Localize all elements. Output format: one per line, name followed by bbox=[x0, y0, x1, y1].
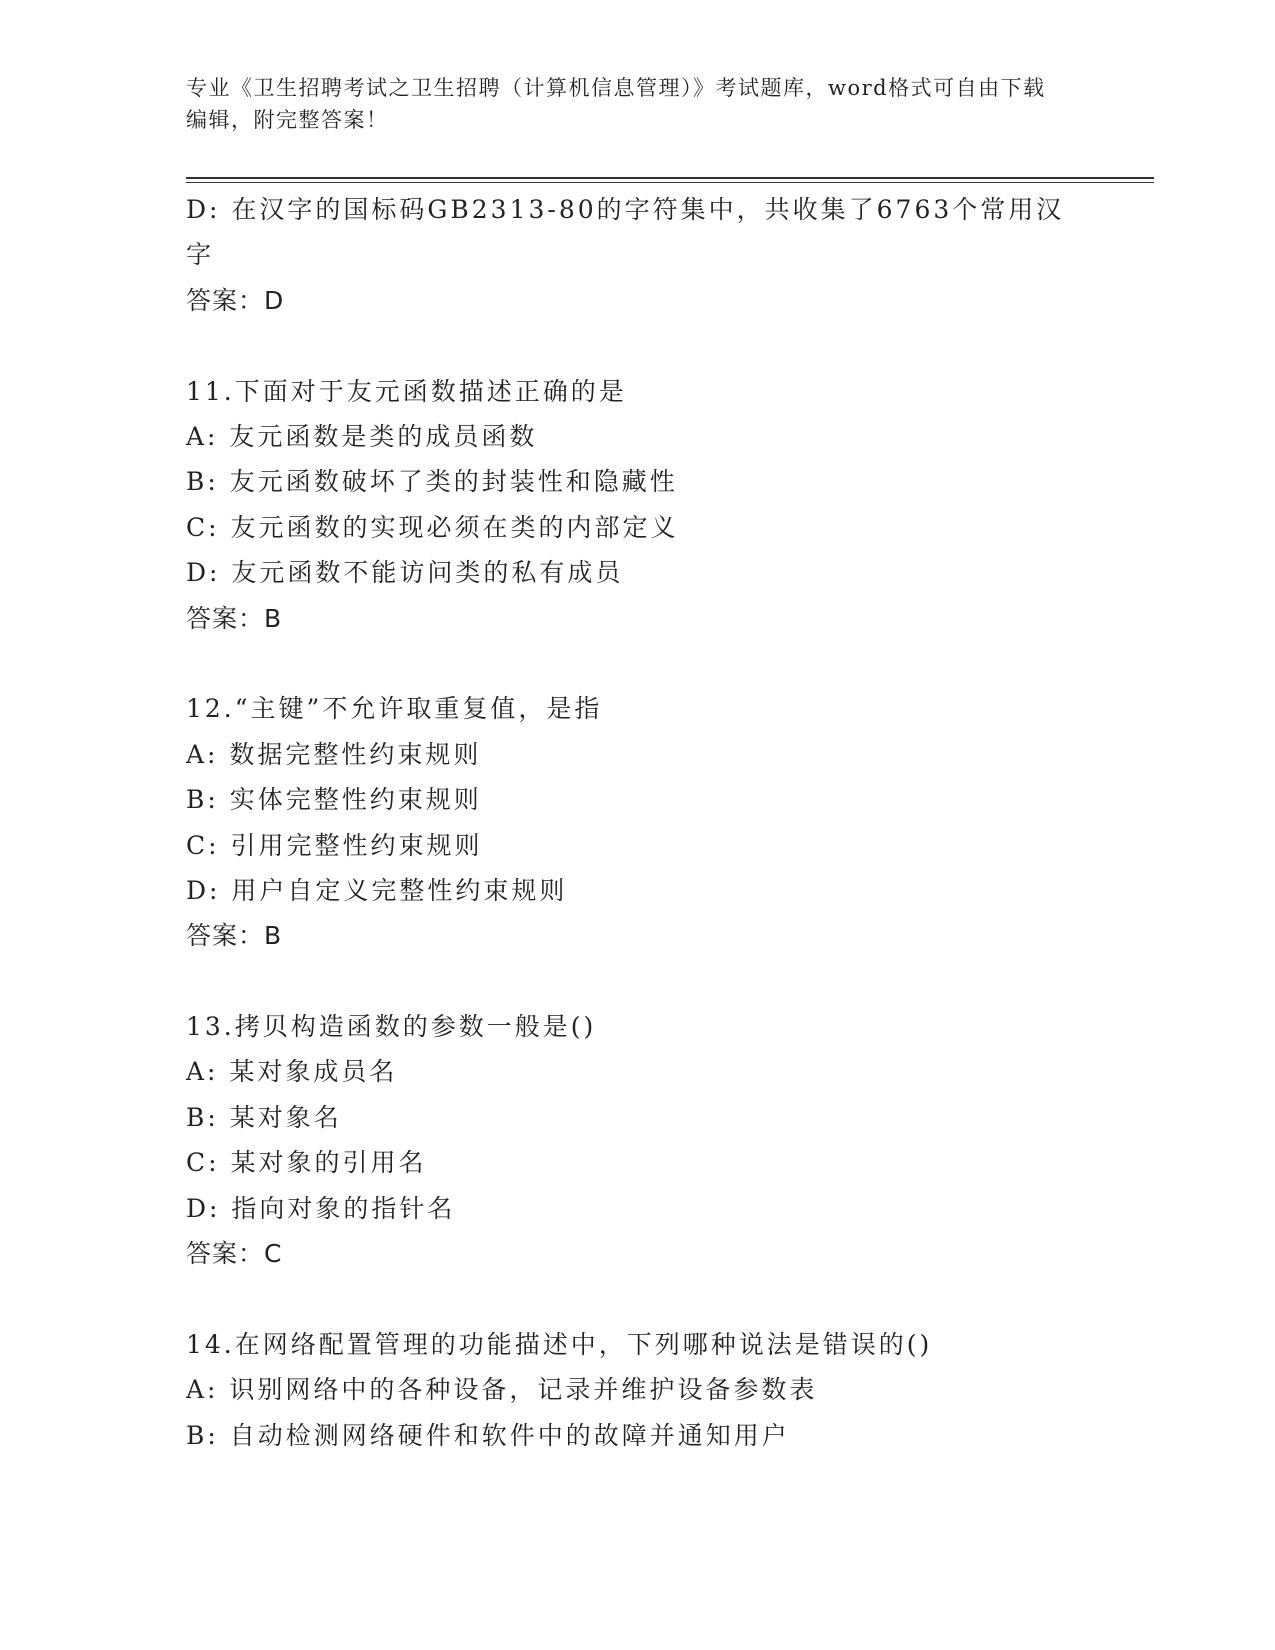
option-a: A: 数据完整性约束规则 bbox=[186, 739, 482, 769]
question-stem: 11.下面对于友元函数描述正确的是 bbox=[186, 376, 627, 406]
option-b: B: 实体完整性约束规则 bbox=[186, 785, 482, 815]
carryover-answer: 答案：D bbox=[186, 285, 285, 315]
question-stem: 14.在网络配置管理的功能描述中，下列哪种说法是错误的() bbox=[186, 1329, 933, 1359]
answer: 答案：C bbox=[186, 1239, 283, 1269]
question-stem: 13.拷贝构造函数的参数一般是() bbox=[186, 1012, 597, 1042]
option-c: C: 某对象的引用名 bbox=[186, 1148, 427, 1178]
answer: 答案：B bbox=[186, 921, 283, 951]
option-d: D: 用户自定义完整性约束规则 bbox=[186, 875, 568, 905]
question-stem: 12.“主键”不允许取重复值，是指 bbox=[186, 694, 603, 724]
header-rule-thick bbox=[186, 177, 1154, 179]
option-b: B: 友元函数破坏了类的封装性和隐藏性 bbox=[186, 467, 678, 497]
document-header: 专业《卫生招聘考试之卫生招聘（计算机信息管理）》考试题库，word格式可自由下载编辑，附完整答案！ bbox=[186, 76, 1046, 132]
carryover-option-d: D: 在汉字的国标码GB2313-80的字符集中，共收集了6763个常用汉字 bbox=[186, 195, 1065, 270]
option-c: C: 引用完整性约束规则 bbox=[186, 830, 483, 860]
question-11 bbox=[186, 369, 1086, 641]
option-b: B: 某对象名 bbox=[186, 1102, 342, 1132]
option-d: D: 友元函数不能访问类的私有成员 bbox=[186, 558, 624, 588]
option-a: A: 友元函数是类的成员函数 bbox=[186, 421, 538, 451]
question-13 bbox=[186, 1004, 1086, 1276]
option-d: D: 指向对象的指针名 bbox=[186, 1193, 456, 1223]
question-14 bbox=[186, 1322, 1086, 1458]
option-a: A: 某对象成员名 bbox=[186, 1057, 398, 1087]
option-a: A: 识别网络中的各种设备，记录并维护设备参数表 bbox=[186, 1375, 818, 1405]
option-b: B: 自动检测网络硬件和软件中的故障并通知用户 bbox=[186, 1420, 790, 1450]
header-rule-thin bbox=[186, 182, 1154, 183]
question-list bbox=[186, 187, 1086, 1458]
question-12 bbox=[186, 686, 1086, 958]
option-c: C: 友元函数的实现必须在类的内部定义 bbox=[186, 512, 679, 542]
answer: 答案：B bbox=[186, 603, 283, 633]
